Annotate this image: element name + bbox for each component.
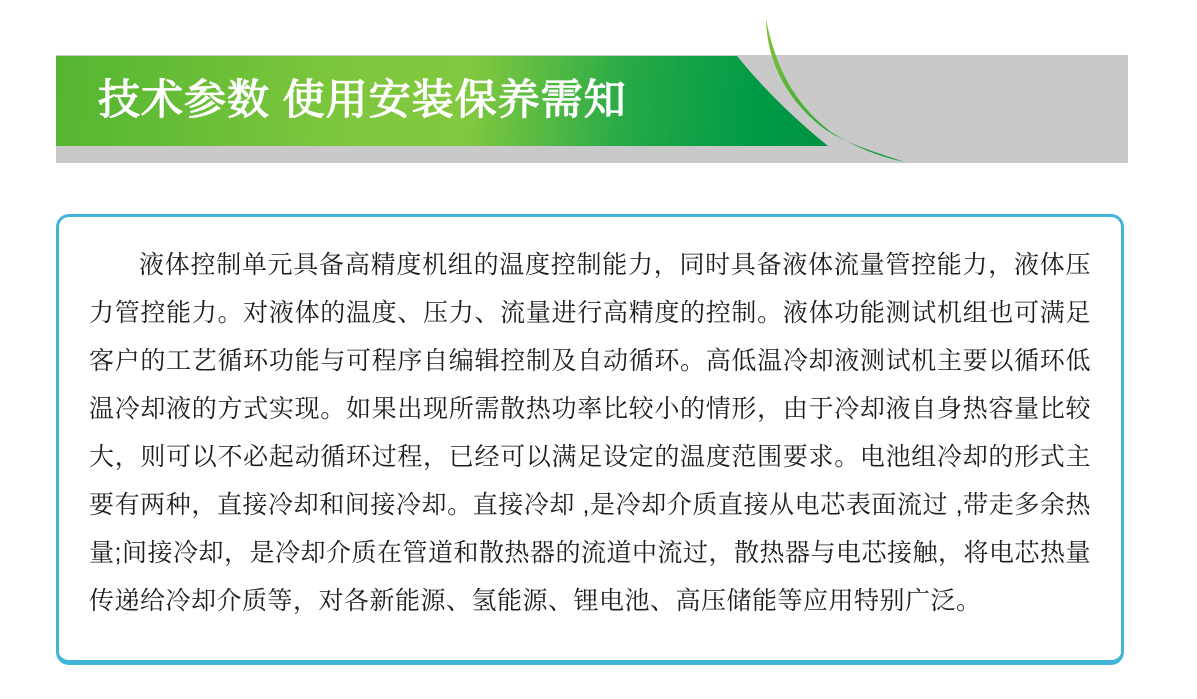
page-title: 技术参数 使用安装保养需知 [98, 76, 627, 123]
body-paragraph: 液体控制单元具备高精度机组的温度控制能力，同时具备液体流量管控能力，液体压力管控能力。对液体的温度、压力、流量进行高精度的控制。液体功能测试机组也可满足客户的工艺循环功能与可程序自编辑控制及自动循环。高低温冷却液测试机主要以循环低温冷却液的方式实现。如果出现所需散热功率比较小的情形，由于冷却液自身热容量比较大，则可以不必起动循环过程，已经可以满足设定的温度范围要求。电池组冷却的形式主要有两种，直接冷却和间接冷却。直接冷却 ,是冷却介质直接从电芯表面流过 ,带走多余热量;间接冷却，是冷却介质在管道和散热器的流道中流过，散热器与电芯接触，将电芯热量传递给冷却介质等，对各新能源、氢能源、锂电池、高压储能等应用特别广泛。 [89, 251, 1091, 615]
header-banner [0, 0, 1197, 180]
content-box [56, 214, 1124, 665]
